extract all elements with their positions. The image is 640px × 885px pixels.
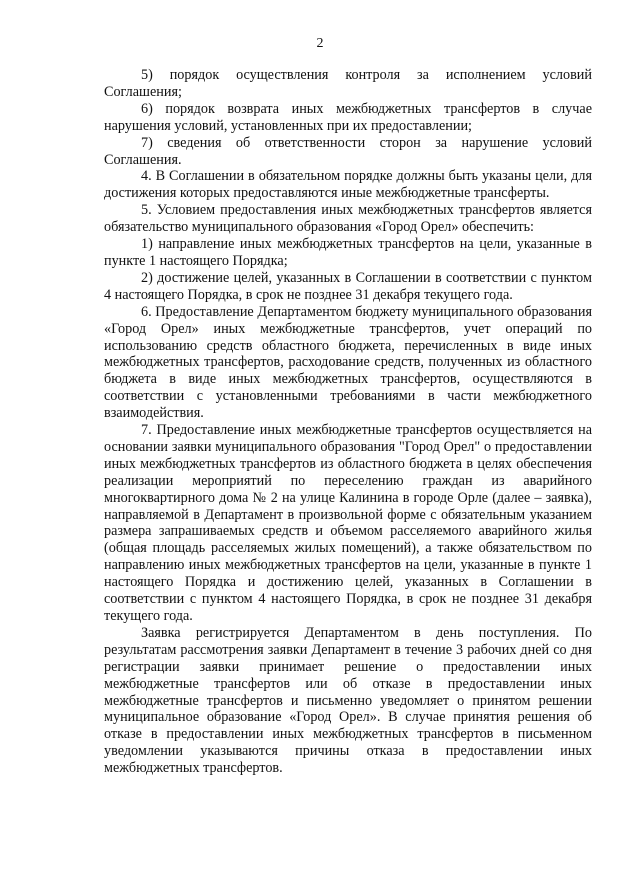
page-number: 2 (316, 36, 324, 51)
clause-6-return-procedure: 6) порядок возврата иных межбюджетных трансфертов в случае нарушения условий, установленных при их предоставлении; (104, 100, 592, 134)
condition-2-achievement-of-goals: 2) достижение целей, указанных в Соглашении в соответствии с пунктом 4 настоящего Порядка, в срок не позднее 31 декабря текущего года. (104, 269, 592, 303)
paragraph-4-agreement-goals: 4. В Соглашении в обязательном порядке должны быть указаны цели, для достижения которых предоставляются иные межбюджетные трансферты. (104, 168, 592, 202)
condition-1-direction-of-transfers: 1) направление иных межбюджетных трансфертов на цели, указанные в пункте 1 настоящего Порядка; (104, 236, 592, 269)
clause-7-liability: 7) сведения об ответственности сторон за нарушение условий Соглашения. (104, 134, 592, 168)
paragraph-application-registration: Заявка регистрируется Департаментом в день поступления. По результатам рассмотрения заявки Департамент в течение 3 рабочих дней со дня регистрации заявки принимает решение о предоставлении иных межбюджетные трансфертов или об отказе в предоставлении иных межбюджетные трансфертов и письменно уведомляет о принятом решении муниципальное образование «Город Орел». В случае принятия решения об отказе в предоставлении иных межбюджетных трансфертов в письменном уведомлении указываются причины отказа в предоставлении иных межбюджетных трансфертов. (104, 624, 592, 777)
paragraph-7-application-basis: 7. Предоставление иных межбюджетные трансфертов осуществляется на основании заявки муниципального образования "Город Орел" о предоставлении иных межбюджетных трансфертов из областного бюджета в целях обеспечения реализации мероприятий по переселению граждан из аварийного многоквартирного дома № 2 на улице Калинина в городе Орле (далее – заявка), направляемой в Департамент в произвольной форме с обязательным указанием размера запрашиваемых средств и объемом расселяемого аварийного жилья (общая площадь расселяемых жилых помещений), а также обязательством по направлению иных межбюджетных трансфертов на цели, указанные в пункте 1 настоящего Порядка и достижению целей, указанных в Соглашении в соответствии с пунктом 4 настоящего Порядка, в срок не позднее 31 декабря текущего года. (104, 422, 592, 624)
document-body (104, 67, 592, 777)
clause-5-control-procedure: 5) порядок осуществления контроля за исполнением условий Соглашения; (104, 67, 592, 100)
paragraph-5-conditions: 5. Условием предоставления иных межбюджетных трансфертов является обязательство муниципального образования «Город Орел» обеспечить: (104, 202, 592, 236)
paragraph-6-provision-and-accounting: 6. Предоставление Департаментом бюджету муниципального образования «Город Орел» иных межбюджетные трансфертов, учет операций по использованию средств областного бюджета, перечисленных в виде иных межбюджетных трансфертов, расходование средств, полученных из областного бюджета в виде иных межбюджетных трансфертов, осуществляются в соответствии с установленными требованиями в части межбюджетного взаимодействия. (104, 303, 592, 422)
